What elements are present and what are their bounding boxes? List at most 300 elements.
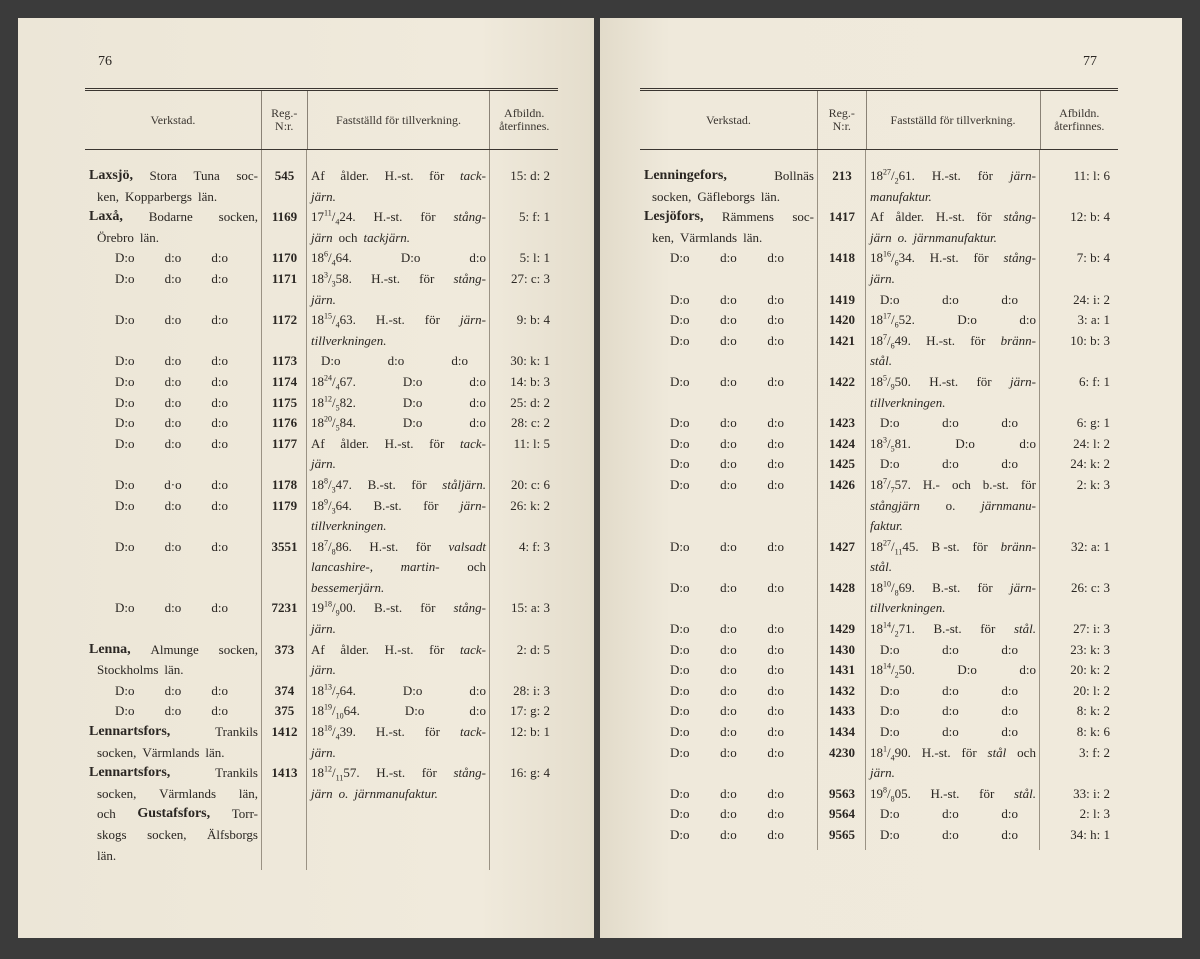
date-month: 8 xyxy=(890,794,895,804)
word: D:o xyxy=(670,785,690,801)
faststalld-cell xyxy=(307,372,490,393)
word: för xyxy=(980,621,996,637)
reg-number xyxy=(262,393,307,414)
word: D:o xyxy=(115,415,135,431)
text-line xyxy=(644,228,814,249)
text-line xyxy=(870,207,1036,228)
word: d:o xyxy=(942,641,959,657)
faststalld-cell xyxy=(307,537,490,599)
text-line xyxy=(644,743,814,764)
date-day: 3 xyxy=(883,435,887,445)
text-line xyxy=(311,290,486,311)
date-day: 20 xyxy=(324,414,332,424)
text-line xyxy=(644,660,814,681)
word: D:o xyxy=(670,621,690,637)
verkstad-cell xyxy=(640,660,818,681)
text-line: 1428 xyxy=(829,579,855,595)
text-line xyxy=(870,681,1036,702)
text-line xyxy=(870,619,1036,640)
header-verkstad: Verkstad. xyxy=(640,91,818,149)
word: för xyxy=(415,538,431,554)
reg-number xyxy=(262,372,307,393)
date-month: 4 xyxy=(335,217,340,227)
text-line: 9563 xyxy=(829,785,855,801)
text-line: 8: k: 2 xyxy=(1076,703,1110,719)
text-line: 7231 xyxy=(271,600,298,616)
word: d:o xyxy=(469,682,486,698)
word: D:o xyxy=(115,476,135,492)
text-line xyxy=(644,804,814,825)
text-line: 1419 xyxy=(829,291,855,307)
text-line: 1412 xyxy=(271,724,298,740)
header-faststalld: Fastställd för tillverkning. xyxy=(308,91,491,149)
text-line xyxy=(311,434,486,455)
reg-number xyxy=(262,413,307,434)
column-rule xyxy=(306,150,307,870)
text-line: 1173 xyxy=(271,353,298,369)
verkstad-cell xyxy=(85,681,262,702)
word: län. xyxy=(205,744,225,760)
italic-word: stål. xyxy=(870,559,893,575)
date-month: 10 xyxy=(335,712,344,722)
word: D:o xyxy=(880,456,900,472)
text-line xyxy=(870,496,1036,517)
table-header xyxy=(85,88,558,150)
word: H.-st. xyxy=(931,168,961,183)
text-line xyxy=(870,743,1036,764)
word: D:o xyxy=(880,641,900,657)
word: d:o xyxy=(1001,703,1018,719)
word: H.-st. xyxy=(375,724,405,740)
header-afbildn: Afbildn. återfinnes. xyxy=(499,106,550,133)
word: d:o xyxy=(211,373,228,389)
table-row xyxy=(85,269,558,310)
faststalld-cell xyxy=(307,681,490,702)
reg-number xyxy=(818,701,866,722)
word: socken, xyxy=(652,188,692,204)
italic-word: lancashire-, xyxy=(311,559,373,575)
word: för xyxy=(970,332,986,348)
italic-word: järn- xyxy=(1009,168,1036,183)
afbildn-ref xyxy=(1040,475,1118,537)
word: d:o xyxy=(1001,806,1018,822)
reg-number xyxy=(818,722,866,743)
text-line xyxy=(89,248,258,269)
verkstad-cell xyxy=(85,640,262,681)
faststalld-cell xyxy=(866,619,1040,640)
text-line xyxy=(311,722,486,743)
table-row xyxy=(85,413,558,434)
word: för xyxy=(972,538,988,554)
afbildn-ref xyxy=(490,248,558,269)
afbildn-ref xyxy=(490,413,558,434)
text-line: 3: f: 2 xyxy=(1078,744,1110,760)
table-row xyxy=(640,434,1118,455)
header-reg: Reg.- N:r. xyxy=(818,91,867,149)
reg-number xyxy=(818,660,866,681)
word: H.-st. xyxy=(930,785,960,801)
column-rule xyxy=(865,150,866,850)
text-line xyxy=(870,310,1036,331)
italic-word: bränn- xyxy=(1000,538,1036,554)
faststalld-cell xyxy=(307,640,490,681)
faststalld-cell xyxy=(866,475,1040,537)
word: Trankils xyxy=(215,765,258,781)
word: Värmlands xyxy=(159,785,217,801)
text-line xyxy=(644,640,814,661)
faststalld-cell xyxy=(307,166,490,207)
word: d:o xyxy=(469,373,486,389)
word: d:o xyxy=(720,435,737,451)
text-line xyxy=(311,351,486,372)
text-line: 3551 xyxy=(271,538,298,554)
text-line xyxy=(870,434,1036,455)
date-month: 2 xyxy=(894,629,899,639)
italic-word: bränn- xyxy=(1000,332,1036,348)
table-row xyxy=(85,475,558,496)
faststalld-cell xyxy=(307,310,490,351)
text-line: 1417 xyxy=(829,209,855,225)
word: D:o xyxy=(670,641,690,657)
text-line: 1426 xyxy=(829,476,855,492)
afbildn-ref xyxy=(1040,166,1118,207)
date: $18^{10}/_869$. xyxy=(870,579,915,598)
text-line xyxy=(89,310,258,331)
word: B.-st. xyxy=(373,600,403,616)
table-row xyxy=(640,722,1118,743)
italic-word: stål. xyxy=(870,353,893,369)
date-day: 14 xyxy=(883,620,891,630)
word: län. xyxy=(197,188,218,204)
word: d:o xyxy=(164,682,182,698)
verkstad-cell xyxy=(640,413,818,434)
date-day: 18 xyxy=(324,600,332,610)
date-day: 6 xyxy=(324,250,328,260)
register-table xyxy=(640,88,1118,846)
italic-word: järnmanufaktur. xyxy=(354,785,438,801)
text-line: 1433 xyxy=(829,703,855,719)
italic-word: o. xyxy=(338,785,349,801)
faststalld-cell xyxy=(307,351,490,372)
faststalld-cell xyxy=(866,372,1040,413)
text-line: 9564 xyxy=(829,806,855,822)
verkstad-cell xyxy=(640,248,818,289)
table-row xyxy=(85,496,558,537)
text-line xyxy=(311,784,486,805)
text-line xyxy=(311,310,486,331)
word: d:o xyxy=(942,291,959,307)
afbildn-ref xyxy=(1040,310,1118,331)
italic-word: järn. xyxy=(870,270,895,286)
afbildn-ref xyxy=(1040,537,1118,578)
text-line xyxy=(311,248,486,269)
date-day: 14 xyxy=(883,661,891,671)
date-month: 9 xyxy=(890,382,895,392)
word: för xyxy=(976,209,992,225)
text-line: 1170 xyxy=(271,250,298,266)
table-row xyxy=(85,351,558,372)
word: d:o xyxy=(211,353,228,369)
date-month: 11 xyxy=(894,547,903,557)
word: d:o xyxy=(1001,827,1018,842)
word: D:o xyxy=(402,415,423,431)
reg-number xyxy=(262,166,307,207)
word: och xyxy=(338,229,358,245)
date-day: 7 xyxy=(883,476,887,486)
afbildn-ref xyxy=(1040,660,1118,681)
word: län. xyxy=(760,188,781,204)
reg-number xyxy=(818,619,866,640)
word: d:o xyxy=(469,394,486,410)
text-line: 1434 xyxy=(829,724,855,740)
word: H.-st. xyxy=(384,168,414,183)
word: d:o xyxy=(942,724,959,740)
verkstad-cell xyxy=(85,351,262,372)
word: D:o xyxy=(115,250,135,266)
text-line xyxy=(311,187,486,208)
text-line xyxy=(870,166,1036,187)
text-line: 545 xyxy=(274,168,295,183)
italic-word: tillverkningen. xyxy=(311,332,387,348)
word: D:o xyxy=(880,291,900,307)
word: län, xyxy=(238,785,258,801)
reg-number xyxy=(262,310,307,351)
text-line: 4: f: 3 xyxy=(518,538,550,554)
afbildn-ref xyxy=(1040,207,1118,248)
word: för xyxy=(977,168,993,183)
date-month: 3 xyxy=(331,485,336,495)
word: H.-st. xyxy=(926,332,955,348)
faststalld-cell xyxy=(307,413,490,434)
text-line xyxy=(870,784,1036,805)
word: H.-st. xyxy=(371,270,400,286)
text-line: 17: g: 2 xyxy=(510,703,550,719)
italic-word: järn. xyxy=(870,765,895,781)
text-line: 33: i: 2 xyxy=(1073,785,1110,801)
text-line: 24: k: 2 xyxy=(1070,456,1110,472)
word: för xyxy=(424,724,440,740)
text-line xyxy=(89,393,258,414)
afbildn-ref xyxy=(1040,434,1118,455)
word: d:o xyxy=(469,415,486,431)
text-line xyxy=(870,804,1036,825)
verkstad-cell xyxy=(85,722,262,763)
text-line xyxy=(644,784,814,805)
reg-number xyxy=(262,351,307,372)
date-month: 2 xyxy=(894,670,899,680)
date-month: 4 xyxy=(335,732,340,742)
word: d:o xyxy=(767,476,784,492)
word: d:o xyxy=(211,270,228,286)
faststalld-cell xyxy=(307,248,490,269)
table-row xyxy=(640,454,1118,475)
text-line: 1174 xyxy=(271,373,298,389)
table-row xyxy=(85,434,558,475)
faststalld-cell xyxy=(307,763,490,866)
table-row xyxy=(640,743,1118,784)
word: D:o xyxy=(400,250,421,266)
verkstad-cell xyxy=(640,701,818,722)
word: d:o xyxy=(1001,641,1018,657)
text-line xyxy=(644,290,814,311)
works-name: Lesjöfors, xyxy=(644,209,704,225)
text-line xyxy=(311,557,486,578)
verkstad-cell xyxy=(85,496,262,537)
faststalld-cell xyxy=(866,454,1040,475)
verkstad-cell xyxy=(640,207,818,248)
text-line xyxy=(644,248,814,269)
word: H.-st. xyxy=(375,312,405,328)
italic-word: o. xyxy=(897,229,908,245)
word: för xyxy=(420,600,436,616)
date-day: 24 xyxy=(324,373,332,383)
date-day: 13 xyxy=(324,682,332,692)
italic-word: stål. xyxy=(1013,785,1036,801)
verkstad-cell xyxy=(640,743,818,784)
text-line: 20: k: 2 xyxy=(1070,662,1110,678)
word: för xyxy=(429,168,445,183)
word: D:o xyxy=(670,476,690,492)
reg-number xyxy=(818,578,866,619)
word: Stora xyxy=(149,168,177,183)
italic-word: stång- xyxy=(1003,209,1036,225)
word: Stockholms xyxy=(97,662,159,678)
word: d:o xyxy=(720,373,737,389)
faststalld-cell xyxy=(866,804,1040,825)
text-line xyxy=(644,187,814,208)
word: d:o xyxy=(164,415,182,431)
date: $18^{27}/_{11}45$. xyxy=(870,538,919,557)
table-row xyxy=(85,248,558,269)
word: d:o xyxy=(720,291,737,307)
word: d:o xyxy=(211,682,228,698)
table-row xyxy=(640,248,1118,289)
text-line xyxy=(311,743,486,764)
word: d:o xyxy=(767,641,784,657)
word: d:o xyxy=(767,785,784,801)
italic-word: järn. xyxy=(311,456,336,472)
word: d:o xyxy=(767,332,784,348)
text-line: 2: l: 3 xyxy=(1079,806,1110,822)
word: d:o xyxy=(720,682,737,698)
text-line xyxy=(89,413,258,434)
text-line: 1179 xyxy=(271,497,298,513)
word: ålder. xyxy=(340,641,369,657)
word: d:o xyxy=(387,353,405,369)
date: $18^{16}/_634$. xyxy=(870,250,915,268)
text-line: 30: k: 1 xyxy=(510,353,550,369)
word: ken, xyxy=(652,229,675,245)
word: D:o xyxy=(115,703,135,719)
column-rule xyxy=(1039,150,1040,850)
faststalld-cell xyxy=(866,413,1040,434)
word: d:o xyxy=(164,312,182,328)
reg-number xyxy=(818,310,866,331)
faststalld-cell xyxy=(866,681,1040,702)
text-line: 1431 xyxy=(829,662,855,678)
afbildn-ref xyxy=(490,393,558,414)
word: D:o xyxy=(670,250,690,266)
word: för xyxy=(424,312,440,328)
text-line xyxy=(644,537,814,558)
word: D:o xyxy=(404,703,425,719)
word: D:o xyxy=(880,703,900,719)
word: d:o xyxy=(1001,682,1018,698)
italic-word: järn. xyxy=(311,744,336,760)
text-line xyxy=(311,640,486,661)
verkstad-cell xyxy=(640,578,818,619)
text-line xyxy=(311,166,486,187)
word: D:o xyxy=(115,373,135,389)
reg-number xyxy=(262,434,307,475)
reg-number xyxy=(818,290,866,311)
date-month: 9 xyxy=(335,609,340,619)
word: D:o xyxy=(402,394,423,410)
table-row xyxy=(85,372,558,393)
word: d:o xyxy=(164,600,182,616)
reg-number xyxy=(818,825,866,846)
date-day: 12 xyxy=(324,394,332,404)
text-line xyxy=(870,393,1036,414)
word: d:o xyxy=(720,827,737,842)
date-month: 5 xyxy=(890,444,895,454)
word: H.-st. xyxy=(369,538,399,554)
word: Örebro xyxy=(97,229,134,245)
header-verkstad: Verkstad. xyxy=(85,91,262,149)
afbildn-ref xyxy=(490,372,558,393)
word: H.-st. xyxy=(376,765,406,781)
word: för xyxy=(1020,476,1036,492)
text-line xyxy=(311,660,486,681)
faststalld-cell xyxy=(307,393,490,414)
faststalld-cell xyxy=(866,537,1040,578)
word: D:o xyxy=(880,827,900,842)
italic-word: stål. xyxy=(1013,621,1036,637)
verkstad-cell xyxy=(640,537,818,578)
date-day: 12 xyxy=(324,764,332,774)
text-line: 2: k: 3 xyxy=(1076,476,1110,492)
text-line xyxy=(870,722,1036,743)
reg-number xyxy=(262,701,307,722)
reg-number xyxy=(818,372,866,413)
text-line xyxy=(311,537,486,558)
word: B.-st. xyxy=(373,497,402,513)
word: d:o xyxy=(720,621,737,637)
word: D:o xyxy=(670,579,690,595)
date: $18^{24}/_467$. xyxy=(311,373,356,392)
text-line xyxy=(311,207,486,228)
verkstad-cell xyxy=(640,372,818,413)
word: socken, xyxy=(97,744,137,760)
faststalld-cell xyxy=(866,743,1040,784)
text-line: 1421 xyxy=(829,332,855,348)
table-row xyxy=(640,701,1118,722)
table-row xyxy=(85,537,558,599)
faststalld-cell xyxy=(866,207,1040,248)
date: $18^{20}/_584$. xyxy=(311,414,356,433)
verkstad-cell xyxy=(640,619,818,640)
text-line xyxy=(311,578,486,599)
date: $18^{13}/_764$. xyxy=(311,682,356,701)
reg-number xyxy=(262,496,307,537)
word: d:o xyxy=(942,456,959,472)
date-month: 3 xyxy=(331,506,336,516)
word: D:o xyxy=(115,435,135,451)
word: d:o xyxy=(942,682,959,698)
table-row xyxy=(640,784,1118,805)
date: $18^7/_886$. xyxy=(311,538,352,557)
text-line xyxy=(89,598,258,619)
